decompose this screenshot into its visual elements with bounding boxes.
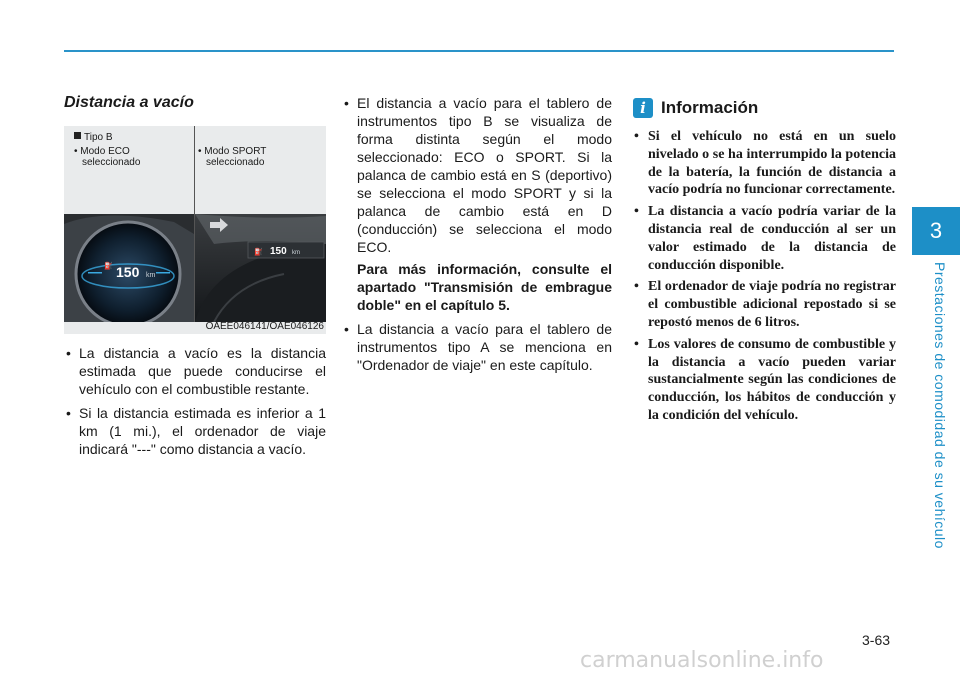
figure-legend <box>74 132 113 143</box>
list-item-text: El distancia a vacío para el tablero de instrumentos tipo B se visualiza de forma distinta según el modo seleccionado: ECO o SPORT. Si la palanca de cambio está en S (deportivo) se selecciona el modo SPORT y si la palanca de cambio está en D (conducción) se selecciona el modo ECO. <box>357 95 612 255</box>
sport-caption <box>198 146 266 168</box>
left-column <box>64 90 326 464</box>
figure-legend-text: Tipo B <box>84 132 113 143</box>
middle-bullet-list <box>342 94 612 374</box>
sport-range-unit: km <box>292 250 300 256</box>
legend-square-icon <box>74 132 81 139</box>
instrument-cluster-image <box>64 214 326 322</box>
svg-text:⛽: ⛽ <box>104 262 113 270</box>
page-number: 3-63 <box>862 632 891 648</box>
sport-caption-line2: seleccionado <box>206 157 265 168</box>
info-title: Información <box>661 98 759 117</box>
dashboard-figure <box>64 126 326 334</box>
sport-range-value: 150 <box>270 246 287 257</box>
list-item: • La distancia a vacío para el tablero de instrumentos tipo A se menciona en "Ordenador de viaje" en este capítulo. <box>342 320 612 374</box>
eco-caption <box>74 146 140 168</box>
info-icon: i <box>633 98 653 118</box>
info-list <box>633 128 896 425</box>
header-rule <box>64 50 894 52</box>
watermark: carmanualsonline.info <box>580 648 824 673</box>
chapter-tab[interactable] <box>912 207 960 255</box>
sport-caption-line1: • Modo SPORT <box>198 146 267 157</box>
figure-code: OAEE046141/OAE046126 <box>205 321 324 332</box>
info-header <box>633 98 896 118</box>
cross-reference-note: Para más información, consulte el apartado "Transmisión de embrague doble" en el capítulo 5. <box>357 261 612 313</box>
eco-caption-line2: seleccionado <box>82 157 141 168</box>
eco-range-value: 150 <box>116 264 140 280</box>
list-item: • Si el vehículo no está en un suelo nivelado o se ha interrumpido la potencia de la batería, la función de distancia a vacío podría no funcionar correctamente. <box>633 128 896 199</box>
list-item: • El ordenador de viaje podría no registrar el combustible adicional repostado si se repostó menos de 6 litros. <box>633 278 896 331</box>
eco-caption-line1: • Modo ECO <box>74 146 130 157</box>
chapter-number: 3 <box>929 218 943 243</box>
chapter-side-title: Prestaciones de comodidad de su vehículo <box>932 262 948 549</box>
left-bullet-list <box>64 344 326 458</box>
list-item <box>342 94 612 314</box>
eco-range-unit: km <box>146 272 156 279</box>
list-item: • Si la distancia estimada es inferior a 1 km (1 mi.), el ordenador de viaje indicará "---" como distancia a vacío. <box>64 404 326 458</box>
list-item: • La distancia a vacío es la distancia estimada que puede conducirse el vehículo con el combustible restante. <box>64 344 326 398</box>
right-column <box>633 90 896 429</box>
middle-column <box>342 90 612 380</box>
section-title: Distancia a vacío <box>64 94 194 111</box>
list-item: • La distancia a vacío podría variar de la distancia real de conducción al ser un valor estimado de la distancia de conducción disponible. <box>633 203 896 274</box>
svg-text:⛽: ⛽ <box>254 248 263 256</box>
list-item: • Los valores de consumo de combustible y la distancia a vacío pueden variar sustancialmente según las condiciones de conducción, los hábitos de conducción y la condición del vehículo. <box>633 336 896 425</box>
